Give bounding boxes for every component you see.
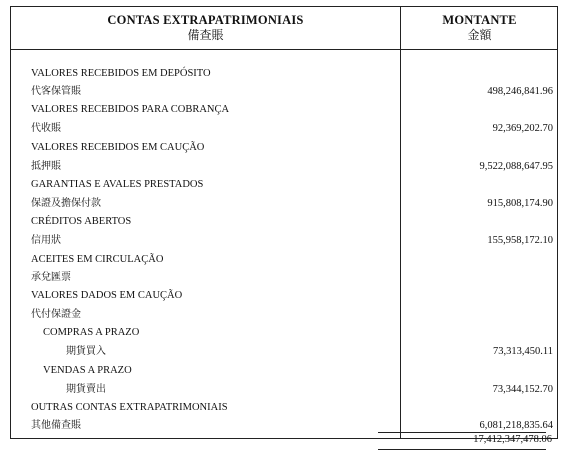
row-label: VALORES DADOS EM CAUÇÃO [31,290,183,301]
row-label: 抵押賬 [31,161,61,172]
total-row [10,431,556,448]
row-value: 9,522,088,647.95 [479,161,553,172]
row-label: VALORES RECEBIDOS EM CAUÇÃO [31,142,205,153]
row-value: 6,081,218,835.64 [479,420,553,431]
table-row [11,101,557,119]
table-row [11,158,557,176]
table-row [11,120,557,138]
table-row [11,176,557,194]
table-row [11,251,557,269]
table-row [11,195,557,213]
table-row [11,232,557,250]
table-row [11,65,557,83]
row-label: 其他備查賬 [31,420,81,431]
header-divider [11,49,557,50]
row-label: VALORES RECEBIDOS PARA COBRANÇA [31,104,230,115]
row-label: 期貨買入 [66,346,106,357]
header-description [11,13,400,43]
table-row [11,213,557,231]
table-row [11,324,557,342]
row-label: 代客保管賬 [31,86,81,97]
row-label: VENDAS A PRAZO [43,365,132,376]
table-row [11,287,557,305]
table-row [11,83,557,101]
row-value: 155,958,172.10 [487,235,553,246]
header-amount [401,13,558,43]
row-value: 915,808,174.90 [487,198,553,209]
row-label: 信用狀 [31,235,61,246]
row-label: CRÉDITOS ABERTOS [31,216,132,227]
row-value: 73,313,450.11 [493,346,553,357]
row-label: COMPRAS A PRAZO [43,327,140,338]
row-label: 代付保證金 [31,309,81,320]
row-label: 期貨賣出 [66,384,106,395]
row-label: 代收賬 [31,123,61,134]
table-row [11,269,557,287]
table-row [11,399,557,417]
row-label: ACEITES EM CIRCULAÇÃO [31,254,164,265]
row-value: 92,369,202.70 [492,123,553,134]
header-amount-zh: 金額 [467,28,492,42]
row-label: 保證及擔保付款 [31,198,101,209]
row-value: 73,344,152.70 [492,384,553,395]
row-label: OUTRAS CONTAS EXTRAPATRIMONIAIS [31,402,228,413]
row-label: VALORES RECEBIDOS EM DEPÓSITO [31,68,211,79]
table-row [11,343,557,361]
row-label: GARANTIAS E AVALES PRESTADOS [31,179,204,190]
table-row [11,306,557,324]
table-row [11,362,557,380]
row-label: 承兌匯票 [31,272,71,283]
header-description-zh: 備查賬 [187,28,224,42]
table-row [11,381,557,399]
total-rule-bottom [378,449,546,450]
table-frame [10,6,558,439]
table-row [11,139,557,157]
row-value: 498,246,841.96 [487,86,553,97]
total-value: 17,412,347,478.06 [473,434,552,445]
header-amount-pt: MONTANTE [442,13,517,27]
header-description-pt: CONTAS EXTRAPATRIMONIAIS [107,13,304,27]
